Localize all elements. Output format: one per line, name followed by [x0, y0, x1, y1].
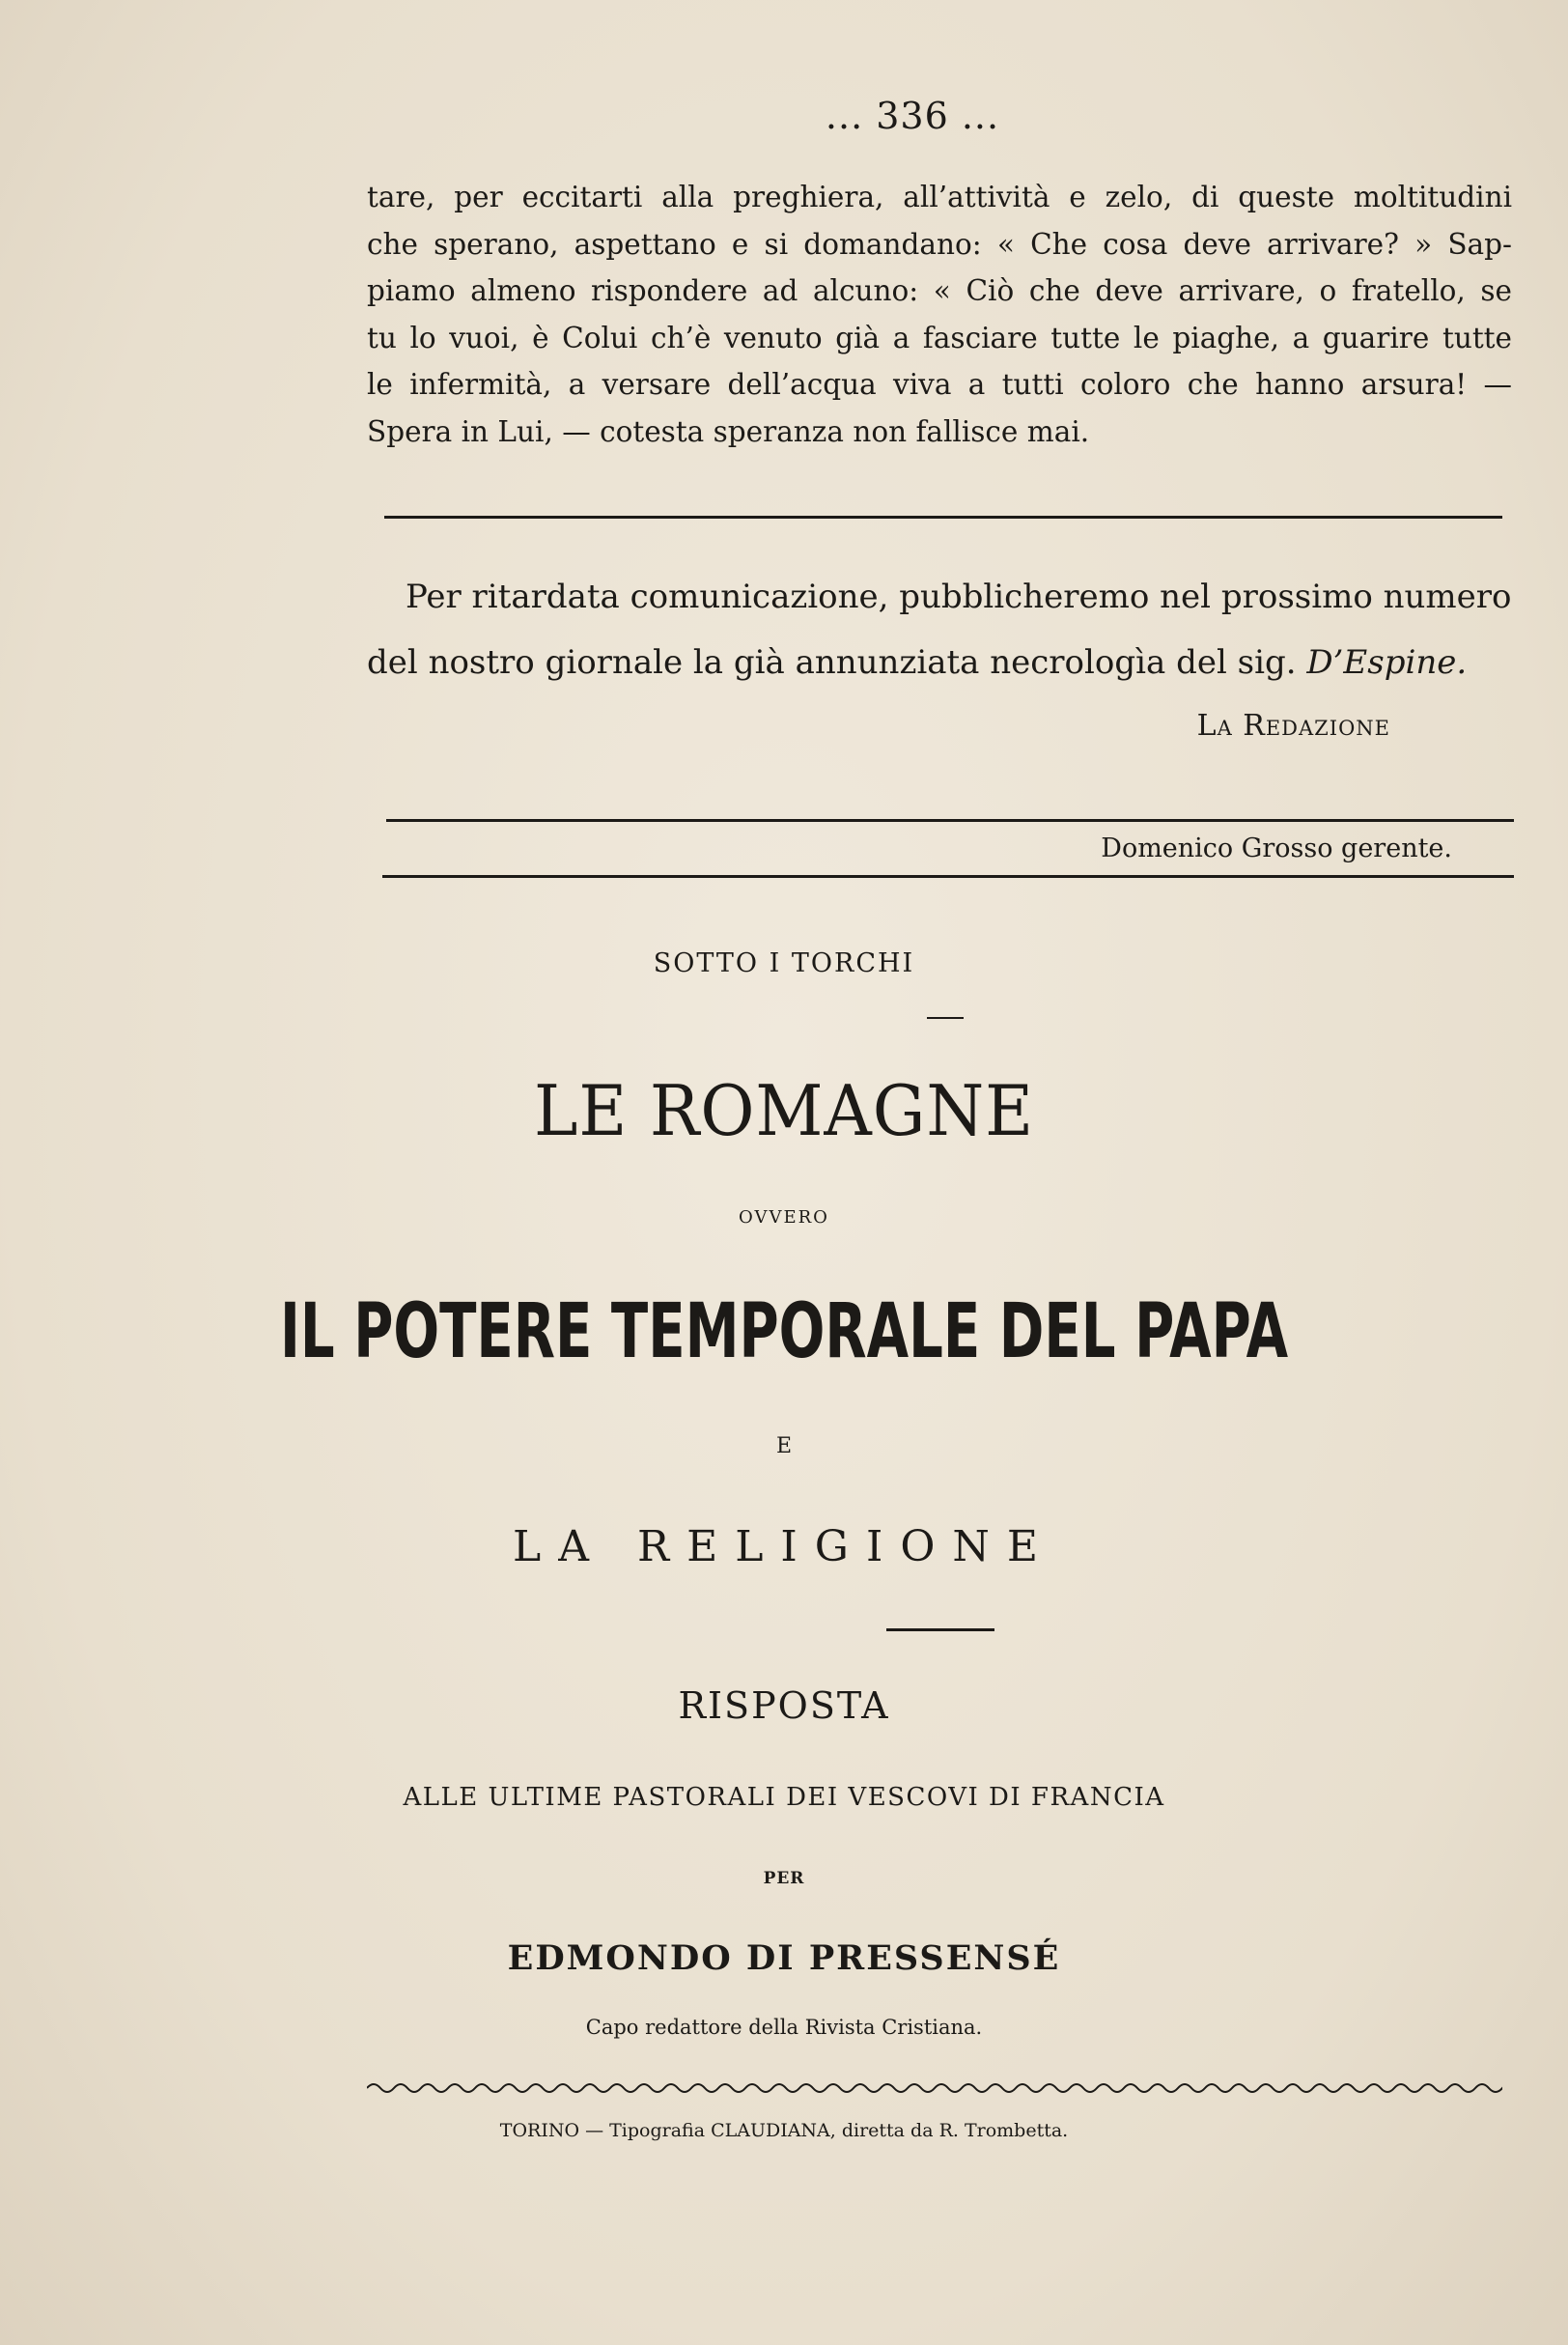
body-line: tare, per eccitarti alla preghiera, all’attività e zelo, di queste moltitudini	[367, 181, 1512, 213]
per-label: PER	[763, 1869, 805, 1888]
signature: La Redazione	[1196, 709, 1390, 743]
book-title: LE ROMAGNE	[533, 1070, 1035, 1151]
conjunction: E	[775, 1434, 793, 1458]
page-number: ... 336 ...	[825, 95, 1000, 137]
gerente-credit: Domenico Grosso gerente.	[1101, 833, 1452, 863]
ovvero-label: OVVERO	[739, 1207, 829, 1228]
body-line: tu lo vuoi, è Colui ch’è venuto già a fasciare tutte le piaghe, a guarire tutte	[367, 321, 1512, 354]
ornament-dash	[927, 1017, 964, 1019]
divider-rule	[384, 516, 1502, 519]
author-role: Capo redattore della Rivista Cristiana.	[585, 2016, 983, 2039]
sotto-i-torchi: SOTTO I TORCHI	[653, 948, 915, 978]
notice-name: D’Espine.	[1306, 643, 1468, 682]
body-line: che sperano, aspettano e si domandano: « Che cosa deve arrivare? » Sap-	[367, 227, 1512, 261]
wavy-rule	[367, 2077, 1502, 2100]
divider-rule	[386, 819, 1514, 822]
risposta-description: ALLE ULTIME PASTORALI DEI VESCOVI DI FRANCIA	[403, 1783, 1165, 1812]
divider-rule	[382, 875, 1514, 878]
ornament-dash	[886, 1628, 994, 1631]
book-subtitle-2: LA RELIGIONE	[512, 1522, 1056, 1571]
body-line: piamo almeno rispondere ad alcuno: « Ciò che deve arrivare, o fratello, se	[367, 274, 1512, 307]
body-paragraph	[367, 174, 1512, 455]
notice-line	[367, 641, 1516, 684]
notice-text: del nostro giornale la già annunziata necrologìa del sig.	[367, 643, 1297, 682]
notice-line: Per ritardata comunicazione, pubblicheremo nel prossimo numero	[406, 578, 1512, 616]
body-line: Spera in Lui, — cotesta speranza non fallisce mai.	[367, 414, 1090, 448]
risposta-heading: RISPOSTA	[678, 1684, 890, 1727]
printer-imprint: TORINO — Tipografia CLAUDIANA, diretta da R. Trombetta.	[499, 2120, 1069, 2141]
body-line: le infermità, a versare dell’acqua viva a tutti coloro che hanno arsura! —	[367, 368, 1512, 401]
book-subtitle: IL POTERE TEMPORALE DEL PAPA	[279, 1288, 1289, 1375]
author-name: EDMONDO DI PRESSENSÉ	[507, 1938, 1061, 1978]
